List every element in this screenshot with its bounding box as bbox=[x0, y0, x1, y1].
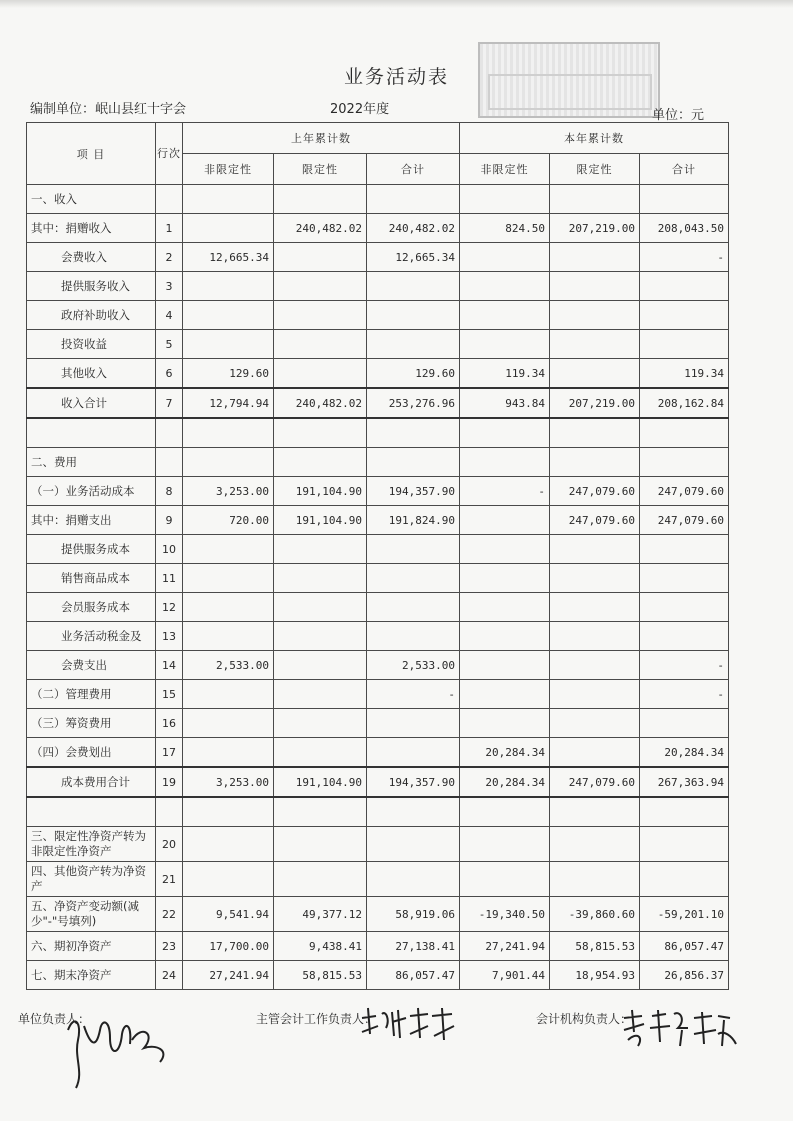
row-label: 投资收益 bbox=[27, 330, 156, 359]
cell-prev-restricted bbox=[274, 185, 367, 214]
table-row bbox=[27, 330, 729, 359]
row-label: （三）筹资费用 bbox=[27, 709, 156, 738]
cell-this-restricted bbox=[550, 709, 640, 738]
row-line-number: 9 bbox=[156, 506, 183, 535]
row-label: 提供服务成本 bbox=[27, 535, 156, 564]
table-row bbox=[27, 506, 729, 535]
row-line-number: 7 bbox=[156, 388, 183, 418]
cell-prev-total bbox=[367, 797, 460, 827]
cell-prev-unrestricted bbox=[183, 448, 274, 477]
cell-prev-unrestricted bbox=[183, 680, 274, 709]
cell-prev-unrestricted: 3,253.00 bbox=[183, 477, 274, 506]
cell-this-restricted bbox=[550, 330, 640, 359]
cell-this-unrestricted bbox=[460, 593, 550, 622]
cell-this-unrestricted bbox=[460, 709, 550, 738]
table-row bbox=[27, 709, 729, 738]
cell-this-unrestricted bbox=[460, 535, 550, 564]
cell-this-unrestricted: 20,284.34 bbox=[460, 738, 550, 768]
cell-prev-total bbox=[367, 709, 460, 738]
currency-unit: 单位：元 bbox=[652, 108, 705, 123]
cell-prev-total: 12,665.34 bbox=[367, 243, 460, 272]
cell-prev-unrestricted bbox=[183, 738, 274, 768]
cell-this-total: 119.34 bbox=[640, 359, 729, 389]
cell-this-total bbox=[640, 330, 729, 359]
cell-prev-restricted: 58,815.53 bbox=[274, 961, 367, 990]
header-row-1 bbox=[27, 123, 729, 154]
cell-this-restricted bbox=[550, 738, 640, 768]
row-line-number: 13 bbox=[156, 622, 183, 651]
cell-prev-unrestricted bbox=[183, 797, 274, 827]
row-label: 其他收入 bbox=[27, 359, 156, 389]
row-line-number: 12 bbox=[156, 593, 183, 622]
col-header-this-total: 合计 bbox=[640, 154, 729, 185]
row-line-number: 21 bbox=[156, 862, 183, 897]
table-row bbox=[27, 418, 729, 448]
cell-prev-total bbox=[367, 862, 460, 897]
cell-prev-unrestricted bbox=[183, 418, 274, 448]
cell-this-total bbox=[640, 272, 729, 301]
row-label bbox=[27, 797, 156, 827]
cell-prev-total bbox=[367, 622, 460, 651]
row-label: 其中：捐赠收入 bbox=[27, 214, 156, 243]
cell-prev-unrestricted bbox=[183, 301, 274, 330]
cell-this-total bbox=[640, 862, 729, 897]
cell-prev-unrestricted: 720.00 bbox=[183, 506, 274, 535]
cell-prev-restricted bbox=[274, 535, 367, 564]
table-row bbox=[27, 477, 729, 506]
cell-this-unrestricted bbox=[460, 680, 550, 709]
cell-this-restricted: 207,219.00 bbox=[550, 388, 640, 418]
cell-this-restricted bbox=[550, 301, 640, 330]
table-row bbox=[27, 622, 729, 651]
row-line-number: 15 bbox=[156, 680, 183, 709]
row-label: 会费支出 bbox=[27, 651, 156, 680]
cell-prev-total bbox=[367, 418, 460, 448]
cell-prev-unrestricted: 17,700.00 bbox=[183, 932, 274, 961]
cell-this-unrestricted: 119.34 bbox=[460, 359, 550, 389]
cell-this-unrestricted bbox=[460, 448, 550, 477]
table-row bbox=[27, 214, 729, 243]
cell-this-restricted: 58,815.53 bbox=[550, 932, 640, 961]
cell-this-restricted: 18,954.93 bbox=[550, 961, 640, 990]
cell-prev-restricted bbox=[274, 622, 367, 651]
cell-this-restricted bbox=[550, 359, 640, 389]
table-row bbox=[27, 827, 729, 862]
table-row bbox=[27, 680, 729, 709]
cell-this-unrestricted bbox=[460, 564, 550, 593]
row-label: 七、期末净资产 bbox=[27, 961, 156, 990]
table-row bbox=[27, 767, 729, 797]
col-header-prev-year: 上年累计数 bbox=[183, 123, 460, 154]
row-label: 成本费用合计 bbox=[27, 767, 156, 797]
cell-prev-restricted: 240,482.02 bbox=[274, 214, 367, 243]
cell-prev-total bbox=[367, 827, 460, 862]
col-header-this-unrestricted: 非限定性 bbox=[460, 154, 550, 185]
row-label: 四、其他资产转为净资产 bbox=[27, 862, 156, 897]
cell-prev-unrestricted: 3,253.00 bbox=[183, 767, 274, 797]
cell-this-total: 247,079.60 bbox=[640, 477, 729, 506]
cell-prev-total: 129.60 bbox=[367, 359, 460, 389]
cell-this-total: - bbox=[640, 680, 729, 709]
cell-prev-restricted bbox=[274, 330, 367, 359]
stamp-inner-frame bbox=[488, 74, 652, 110]
cell-prev-restricted bbox=[274, 301, 367, 330]
cell-prev-total: 58,919.06 bbox=[367, 897, 460, 932]
row-label: 一、收入 bbox=[27, 185, 156, 214]
cell-this-total bbox=[640, 709, 729, 738]
cell-this-restricted bbox=[550, 535, 640, 564]
row-label: 会员服务成本 bbox=[27, 593, 156, 622]
row-line-number: 22 bbox=[156, 897, 183, 932]
cell-this-restricted bbox=[550, 680, 640, 709]
cell-prev-unrestricted: 9,541.94 bbox=[183, 897, 274, 932]
scan-edge bbox=[0, 0, 793, 8]
table-body bbox=[27, 185, 729, 990]
cell-this-unrestricted bbox=[460, 243, 550, 272]
cell-prev-unrestricted: 129.60 bbox=[183, 359, 274, 389]
cell-prev-total: 2,533.00 bbox=[367, 651, 460, 680]
cell-this-unrestricted: -19,340.50 bbox=[460, 897, 550, 932]
cell-prev-total bbox=[367, 448, 460, 477]
cell-prev-total: 240,482.02 bbox=[367, 214, 460, 243]
table-row bbox=[27, 185, 729, 214]
cell-prev-restricted: 191,104.90 bbox=[274, 506, 367, 535]
cell-this-unrestricted bbox=[460, 185, 550, 214]
cell-this-unrestricted bbox=[460, 622, 550, 651]
cell-this-total bbox=[640, 535, 729, 564]
cell-prev-restricted bbox=[274, 272, 367, 301]
row-line-number: 11 bbox=[156, 564, 183, 593]
table-row bbox=[27, 564, 729, 593]
col-header-prev-unrestricted: 非限定性 bbox=[183, 154, 274, 185]
cell-prev-unrestricted bbox=[183, 593, 274, 622]
cell-this-restricted bbox=[550, 827, 640, 862]
table-row bbox=[27, 862, 729, 897]
cell-this-restricted bbox=[550, 622, 640, 651]
cell-prev-total bbox=[367, 330, 460, 359]
cell-prev-restricted bbox=[274, 593, 367, 622]
report-year: 2022年度 bbox=[330, 102, 390, 117]
cell-this-unrestricted bbox=[460, 330, 550, 359]
table-row bbox=[27, 272, 729, 301]
row-line-number: 17 bbox=[156, 738, 183, 768]
cell-prev-restricted bbox=[274, 418, 367, 448]
cell-this-total bbox=[640, 418, 729, 448]
cell-prev-restricted bbox=[274, 862, 367, 897]
cell-this-unrestricted bbox=[460, 301, 550, 330]
row-label: 销售商品成本 bbox=[27, 564, 156, 593]
cell-prev-total: 27,138.41 bbox=[367, 932, 460, 961]
accounting-head-signature bbox=[620, 1006, 740, 1050]
col-header-prev-total: 合计 bbox=[367, 154, 460, 185]
col-header-this-restricted: 限定性 bbox=[550, 154, 640, 185]
cell-prev-unrestricted bbox=[183, 622, 274, 651]
cell-this-total: 26,856.37 bbox=[640, 961, 729, 990]
row-label: 会费收入 bbox=[27, 243, 156, 272]
cell-prev-restricted bbox=[274, 680, 367, 709]
cell-this-total: - bbox=[640, 243, 729, 272]
cell-this-total bbox=[640, 301, 729, 330]
cell-prev-unrestricted bbox=[183, 827, 274, 862]
row-label bbox=[27, 418, 156, 448]
cell-this-unrestricted bbox=[460, 506, 550, 535]
row-line-number: 14 bbox=[156, 651, 183, 680]
unit-head-signature bbox=[60, 1000, 180, 1092]
row-label: 五、净资产变动额(减少"-"号填列) bbox=[27, 897, 156, 932]
cell-this-unrestricted bbox=[460, 862, 550, 897]
activity-table bbox=[26, 122, 729, 990]
col-header-prev-restricted: 限定性 bbox=[274, 154, 367, 185]
cell-prev-restricted bbox=[274, 564, 367, 593]
cell-prev-unrestricted bbox=[183, 709, 274, 738]
cell-prev-unrestricted bbox=[183, 330, 274, 359]
row-label: 其中：捐赠支出 bbox=[27, 506, 156, 535]
row-label: 提供服务收入 bbox=[27, 272, 156, 301]
row-label: （二）管理费用 bbox=[27, 680, 156, 709]
table-row bbox=[27, 797, 729, 827]
preparing-unit: 编制单位：岷山县红十字会 bbox=[30, 102, 187, 117]
cell-prev-total: - bbox=[367, 680, 460, 709]
cell-this-total: 86,057.47 bbox=[640, 932, 729, 961]
table-row bbox=[27, 448, 729, 477]
row-label: 二、费用 bbox=[27, 448, 156, 477]
cell-this-restricted: -39,860.60 bbox=[550, 897, 640, 932]
cell-this-unrestricted: 20,284.34 bbox=[460, 767, 550, 797]
row-line-number: 19 bbox=[156, 767, 183, 797]
row-line-number bbox=[156, 797, 183, 827]
cell-this-total bbox=[640, 593, 729, 622]
table-row bbox=[27, 301, 729, 330]
row-line-number bbox=[156, 185, 183, 214]
row-line-number: 8 bbox=[156, 477, 183, 506]
cell-prev-unrestricted: 12,665.34 bbox=[183, 243, 274, 272]
row-line-number bbox=[156, 418, 183, 448]
cell-this-unrestricted bbox=[460, 797, 550, 827]
cell-prev-restricted bbox=[274, 359, 367, 389]
cell-prev-restricted bbox=[274, 651, 367, 680]
cell-this-total bbox=[640, 622, 729, 651]
cell-this-total: 208,162.84 bbox=[640, 388, 729, 418]
cell-this-total bbox=[640, 448, 729, 477]
cell-this-total bbox=[640, 185, 729, 214]
cell-this-total bbox=[640, 827, 729, 862]
cell-prev-total: 194,357.90 bbox=[367, 477, 460, 506]
row-label: （一）业务活动成本 bbox=[27, 477, 156, 506]
cell-this-unrestricted: 943.84 bbox=[460, 388, 550, 418]
cell-prev-total bbox=[367, 564, 460, 593]
cell-prev-restricted bbox=[274, 797, 367, 827]
cell-prev-restricted: 9,438.41 bbox=[274, 932, 367, 961]
cell-prev-total bbox=[367, 301, 460, 330]
cell-prev-total bbox=[367, 738, 460, 768]
cell-this-total: -59,201.10 bbox=[640, 897, 729, 932]
cell-prev-restricted bbox=[274, 738, 367, 768]
table-row bbox=[27, 738, 729, 768]
cell-prev-restricted: 191,104.90 bbox=[274, 477, 367, 506]
table-row bbox=[27, 243, 729, 272]
row-label: 六、期初净资产 bbox=[27, 932, 156, 961]
cell-this-restricted bbox=[550, 797, 640, 827]
cell-prev-total bbox=[367, 535, 460, 564]
row-label: 业务活动税金及 bbox=[27, 622, 156, 651]
cell-this-restricted: 247,079.60 bbox=[550, 506, 640, 535]
row-line-number: 5 bbox=[156, 330, 183, 359]
cell-prev-restricted: 240,482.02 bbox=[274, 388, 367, 418]
cell-prev-total: 194,357.90 bbox=[367, 767, 460, 797]
cell-prev-restricted bbox=[274, 709, 367, 738]
row-line-number: 3 bbox=[156, 272, 183, 301]
row-line-number: 6 bbox=[156, 359, 183, 389]
cell-this-restricted: 247,079.60 bbox=[550, 767, 640, 797]
row-line-number: 20 bbox=[156, 827, 183, 862]
cell-this-unrestricted: 824.50 bbox=[460, 214, 550, 243]
table-row bbox=[27, 535, 729, 564]
table-row bbox=[27, 932, 729, 961]
cell-this-total: 247,079.60 bbox=[640, 506, 729, 535]
cell-this-unrestricted bbox=[460, 272, 550, 301]
cell-this-restricted: 207,219.00 bbox=[550, 214, 640, 243]
cell-this-restricted bbox=[550, 272, 640, 301]
document-title: 业务活动表 bbox=[343, 66, 449, 88]
cell-this-total bbox=[640, 564, 729, 593]
cell-this-restricted bbox=[550, 564, 640, 593]
cell-this-restricted bbox=[550, 862, 640, 897]
row-line-number: 10 bbox=[156, 535, 183, 564]
table-row bbox=[27, 897, 729, 932]
cell-prev-restricted bbox=[274, 827, 367, 862]
row-line-number: 1 bbox=[156, 214, 183, 243]
official-stamp bbox=[478, 42, 660, 118]
row-line-number: 16 bbox=[156, 709, 183, 738]
row-label: 收入合计 bbox=[27, 388, 156, 418]
cell-this-restricted bbox=[550, 243, 640, 272]
chief-accountant-label: 主管会计工作负责人： bbox=[256, 1012, 377, 1026]
cell-prev-unrestricted bbox=[183, 564, 274, 593]
table-row bbox=[27, 593, 729, 622]
col-header-item: 项 目 bbox=[27, 123, 156, 185]
cell-this-total bbox=[640, 797, 729, 827]
cell-prev-total: 86,057.47 bbox=[367, 961, 460, 990]
cell-prev-total bbox=[367, 593, 460, 622]
accounting-head-label: 会计机构负责人： bbox=[536, 1012, 633, 1026]
row-line-number bbox=[156, 448, 183, 477]
row-line-number: 23 bbox=[156, 932, 183, 961]
table-row bbox=[27, 359, 729, 389]
cell-prev-restricted bbox=[274, 448, 367, 477]
table-row bbox=[27, 388, 729, 418]
cell-prev-restricted bbox=[274, 243, 367, 272]
cell-prev-unrestricted: 12,794.94 bbox=[183, 388, 274, 418]
row-line-number: 4 bbox=[156, 301, 183, 330]
cell-prev-unrestricted bbox=[183, 214, 274, 243]
cell-this-total: - bbox=[640, 651, 729, 680]
cell-prev-restricted: 191,104.90 bbox=[274, 767, 367, 797]
row-label: 三、限定性净资产转为非限定性净资产 bbox=[27, 827, 156, 862]
cell-this-total: 267,363.94 bbox=[640, 767, 729, 797]
signature-accounting-head bbox=[536, 1010, 632, 1027]
cell-prev-total: 191,824.90 bbox=[367, 506, 460, 535]
row-line-number: 2 bbox=[156, 243, 183, 272]
cell-prev-unrestricted bbox=[183, 535, 274, 564]
cell-this-total: 20,284.34 bbox=[640, 738, 729, 768]
table-row bbox=[27, 651, 729, 680]
cell-prev-unrestricted bbox=[183, 862, 274, 897]
cell-prev-unrestricted bbox=[183, 185, 274, 214]
cell-this-unrestricted bbox=[460, 827, 550, 862]
cell-this-unrestricted: 7,901.44 bbox=[460, 961, 550, 990]
cell-this-restricted bbox=[550, 593, 640, 622]
cell-prev-unrestricted: 2,533.00 bbox=[183, 651, 274, 680]
unit-head-label: 单位负责人： bbox=[18, 1012, 91, 1026]
row-label: 政府补助收入 bbox=[27, 301, 156, 330]
row-line-number: 24 bbox=[156, 961, 183, 990]
cell-prev-total bbox=[367, 272, 460, 301]
cell-prev-unrestricted bbox=[183, 272, 274, 301]
cell-this-restricted bbox=[550, 185, 640, 214]
cell-prev-unrestricted: 27,241.94 bbox=[183, 961, 274, 990]
col-header-line: 行次 bbox=[156, 123, 183, 185]
col-header-this-year: 本年累计数 bbox=[460, 123, 729, 154]
cell-this-restricted bbox=[550, 448, 640, 477]
cell-prev-total: 253,276.96 bbox=[367, 388, 460, 418]
cell-prev-total bbox=[367, 185, 460, 214]
cell-this-total: 208,043.50 bbox=[640, 214, 729, 243]
cell-this-unrestricted bbox=[460, 651, 550, 680]
cell-this-restricted bbox=[550, 651, 640, 680]
chief-accountant-signature bbox=[358, 1004, 458, 1044]
cell-this-restricted bbox=[550, 418, 640, 448]
cell-this-unrestricted: - bbox=[460, 477, 550, 506]
row-label: （四）会费划出 bbox=[27, 738, 156, 768]
cell-this-unrestricted: 27,241.94 bbox=[460, 932, 550, 961]
cell-prev-restricted: 49,377.12 bbox=[274, 897, 367, 932]
cell-this-unrestricted bbox=[460, 418, 550, 448]
cell-this-restricted: 247,079.60 bbox=[550, 477, 640, 506]
table-row bbox=[27, 961, 729, 990]
